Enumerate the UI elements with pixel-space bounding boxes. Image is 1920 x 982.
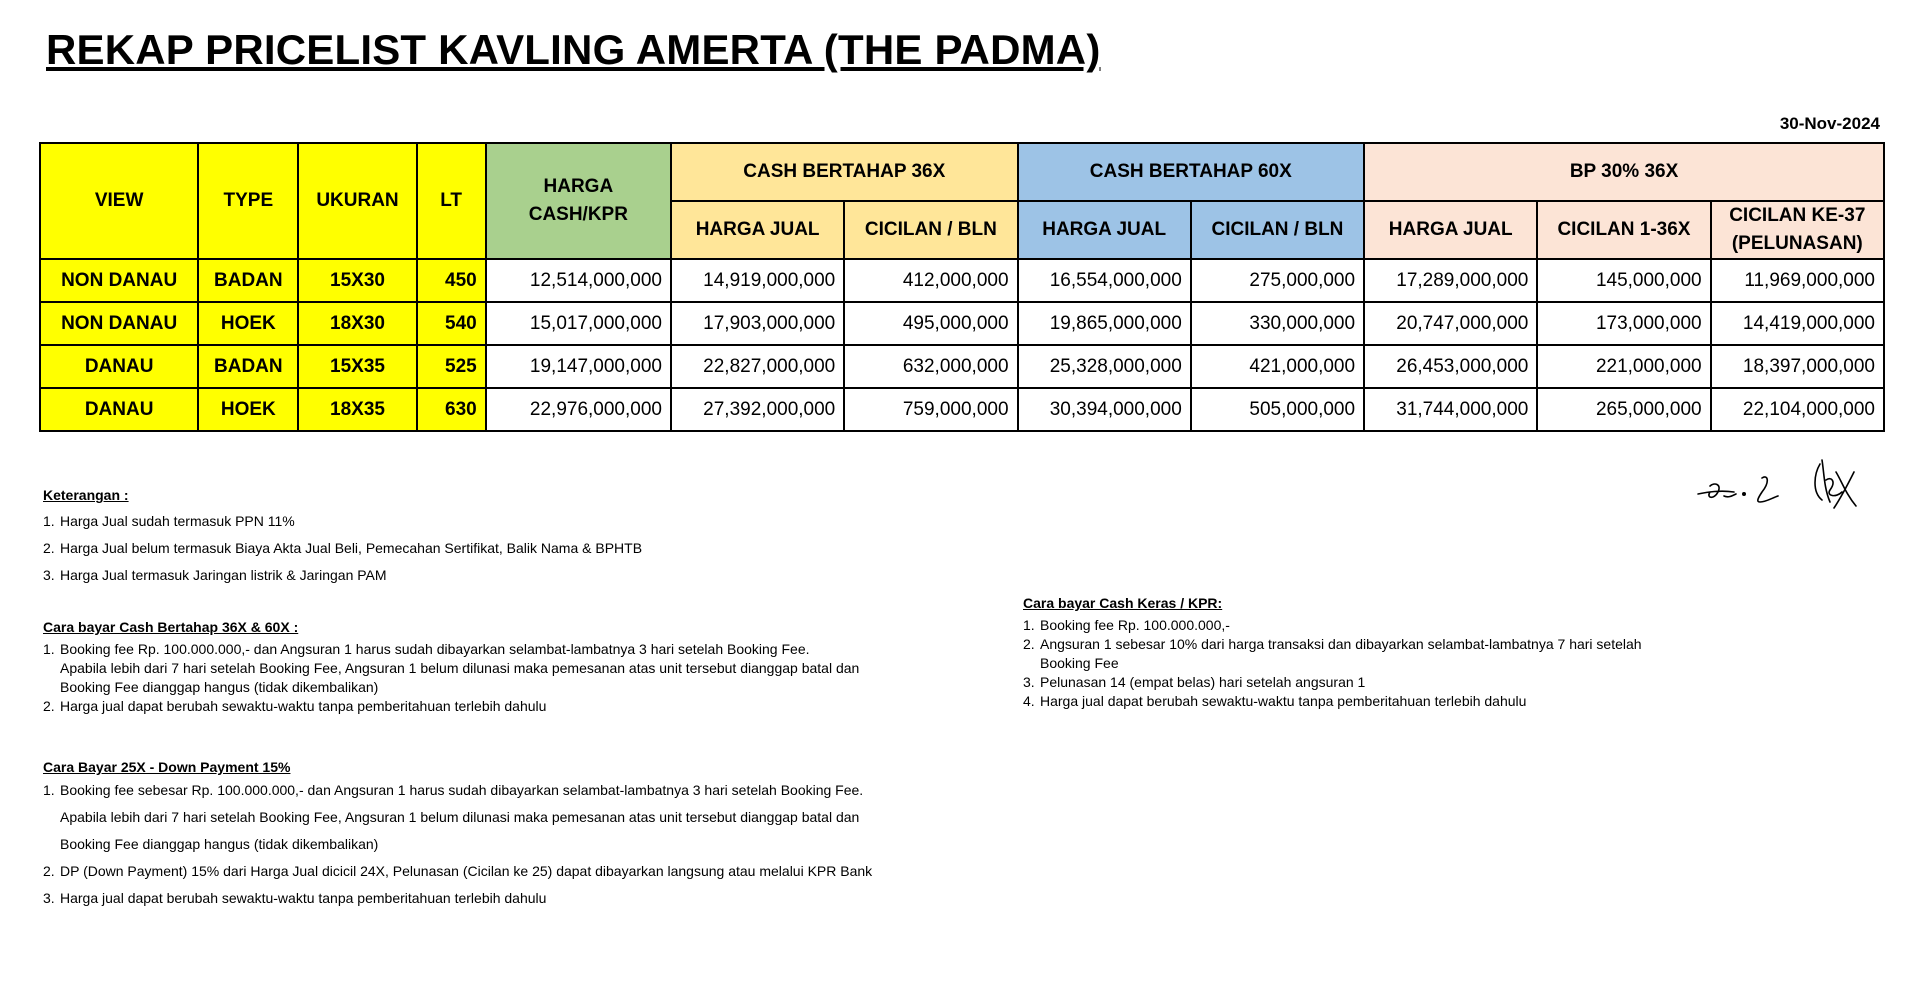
cell-cic36: 632,000,000 xyxy=(844,345,1017,388)
harga-line1: HARGA xyxy=(543,176,614,197)
group-header-60x: CASH BERTAHAP 60X xyxy=(1018,143,1365,201)
cell-hj60: 19,865,000,000 xyxy=(1018,302,1191,345)
list-item xyxy=(43,697,1003,716)
cell-cicbp: 145,000,000 xyxy=(1537,259,1710,302)
cell-cic36: 412,000,000 xyxy=(844,259,1017,302)
list-item xyxy=(1023,635,1723,673)
item-text xyxy=(60,777,1003,858)
list-item xyxy=(43,640,1003,697)
cell-view: NON DANAU xyxy=(40,302,198,345)
item-number: 1. xyxy=(43,641,55,657)
item-text-line: Booking Fee dianggap hangus (tidak dikembalikan) xyxy=(60,836,379,852)
group-header-36x: CASH BERTAHAP 36X xyxy=(671,143,1018,201)
item-text-line: Booking Fee dianggap hangus (tidak dikembalikan) xyxy=(60,679,379,695)
item-text xyxy=(1040,635,1723,673)
page-title: REKAP PRICELIST KAVLING AMERTA (THE PADMA) xyxy=(46,26,1101,73)
cell-hj36: 22,827,000,000 xyxy=(671,345,844,388)
item-number: 1. xyxy=(43,513,55,529)
price-table xyxy=(39,142,1885,432)
item-text: Harga Jual sudah termasuk PPN 11% xyxy=(60,513,295,529)
item-text-line: Angsuran 1 sebesar 10% dari harga transaksi dan dibayarkan selambat-lambatnya 7 hari setelah xyxy=(1040,636,1642,652)
col-header-cic60: CICILAN / BLN xyxy=(1191,201,1364,259)
cell-lt: 630 xyxy=(417,388,486,431)
cell-type: BADAN xyxy=(198,345,298,388)
cell-cicbp: 173,000,000 xyxy=(1537,302,1710,345)
cell-hj60: 16,554,000,000 xyxy=(1018,259,1191,302)
item-text: Harga Jual termasuk Jaringan listrik & Jaringan PAM xyxy=(60,567,387,583)
item-number: 2. xyxy=(43,540,55,556)
cell-hj60: 25,328,000,000 xyxy=(1018,345,1191,388)
item-number: 1. xyxy=(43,782,55,798)
cell-pelunasan: 14,419,000,000 xyxy=(1711,302,1884,345)
cell-pelunasan: 11,969,000,000 xyxy=(1711,259,1884,302)
table-row xyxy=(40,388,1884,431)
cell-pelunasan: 22,104,000,000 xyxy=(1711,388,1884,431)
cell-ukuran: 18X35 xyxy=(298,388,416,431)
col-header-lt: LT xyxy=(417,143,486,259)
cara-bertahap-heading: Cara bayar Cash Bertahap 36X & 60X : xyxy=(43,619,299,635)
item-number: 3. xyxy=(43,567,55,583)
cell-harga: 15,017,000,000 xyxy=(486,302,671,345)
cell-cicbp: 221,000,000 xyxy=(1537,345,1710,388)
cell-hj60: 30,394,000,000 xyxy=(1018,388,1191,431)
col-header-harga xyxy=(486,143,671,259)
pelunasan-line2: (PELUNASAN) xyxy=(1731,233,1863,254)
cell-cic60: 505,000,000 xyxy=(1191,388,1364,431)
cell-ukuran: 15X30 xyxy=(298,259,416,302)
item-text-line: Booking Fee xyxy=(1040,655,1119,671)
item-number: 3. xyxy=(1023,674,1035,690)
list-item xyxy=(43,885,1003,912)
cara-25x-section xyxy=(43,758,1003,912)
list-item xyxy=(43,535,943,562)
header-row-1 xyxy=(40,143,1884,201)
signature-marks xyxy=(1696,452,1876,522)
item-number: 3. xyxy=(43,890,55,906)
cell-hjbp: 26,453,000,000 xyxy=(1364,345,1537,388)
item-text-line: Apabila lebih dari 7 hari setelah Booking Fee, Angsuran 1 belum dilunasi maka pemesanan atas unit tersebut dianggap batal dan xyxy=(60,660,860,676)
cell-type: HOEK xyxy=(198,388,298,431)
list-item xyxy=(43,777,1003,858)
cell-cic60: 275,000,000 xyxy=(1191,259,1364,302)
cell-view: DANAU xyxy=(40,345,198,388)
table-row xyxy=(40,302,1884,345)
list-item xyxy=(1023,616,1723,635)
col-header-hj36: HARGA JUAL xyxy=(671,201,844,259)
cell-hj36: 17,903,000,000 xyxy=(671,302,844,345)
price-date: 30-Nov-2024 xyxy=(1779,114,1880,133)
item-text: DP (Down Payment) 15% dari Harga Jual dicicil 24X, Pelunasan (Cicilan ke 25) dapat dibayarkan langsung atau melalui KPR Bank xyxy=(60,863,873,879)
item-number: 1. xyxy=(1023,617,1035,633)
item-text-line: Booking fee sebesar Rp. 100.000.000,- dan Angsuran 1 harus sudah dibayarkan selambat-lambatnya 3 hari setelah Booking Fee. xyxy=(60,782,864,798)
item-number: 2. xyxy=(43,863,55,879)
cell-lt: 450 xyxy=(417,259,486,302)
cell-lt: 525 xyxy=(417,345,486,388)
item-number: 2. xyxy=(43,698,55,714)
col-header-cicbp: CICILAN 1-36X xyxy=(1537,201,1710,259)
list-item xyxy=(43,508,943,535)
cell-harga: 12,514,000,000 xyxy=(486,259,671,302)
col-header-view: VIEW xyxy=(40,143,198,259)
cell-hj36: 27,392,000,000 xyxy=(671,388,844,431)
cell-cic36: 759,000,000 xyxy=(844,388,1017,431)
cell-lt: 540 xyxy=(417,302,486,345)
table-row xyxy=(40,345,1884,388)
item-text: Harga jual dapat berubah sewaktu-waktu tanpa pemberitahuan terlebih dahulu xyxy=(60,890,547,906)
item-text: Harga jual dapat berubah sewaktu-waktu tanpa pemberitahuan terlebih dahulu xyxy=(1040,693,1527,709)
item-text xyxy=(60,640,1003,697)
cell-cicbp: 265,000,000 xyxy=(1537,388,1710,431)
cara-bertahap-section xyxy=(43,618,1003,716)
col-header-cic36: CICILAN / BLN xyxy=(844,201,1017,259)
cell-hjbp: 20,747,000,000 xyxy=(1364,302,1537,345)
keterangan-heading: Keterangan : xyxy=(43,487,129,503)
cara-keras-section xyxy=(1023,594,1723,711)
item-text: Pelunasan 14 (empat belas) hari setelah angsuran 1 xyxy=(1040,674,1366,690)
item-number: 2. xyxy=(1023,636,1035,652)
cell-cic60: 330,000,000 xyxy=(1191,302,1364,345)
cell-type: BADAN xyxy=(198,259,298,302)
list-item xyxy=(1023,692,1723,711)
pelunasan-line1: CICILAN KE-37 xyxy=(1729,205,1866,226)
item-number: 4. xyxy=(1023,693,1035,709)
table-row xyxy=(40,259,1884,302)
cell-harga: 19,147,000,000 xyxy=(486,345,671,388)
cell-pelunasan: 18,397,000,000 xyxy=(1711,345,1884,388)
cell-cic36: 495,000,000 xyxy=(844,302,1017,345)
cell-view: NON DANAU xyxy=(40,259,198,302)
cell-hj36: 14,919,000,000 xyxy=(671,259,844,302)
col-header-ukuran: UKURAN xyxy=(298,143,416,259)
list-item xyxy=(43,858,1003,885)
item-text: Booking fee Rp. 100.000.000,- xyxy=(1040,617,1230,633)
cara-keras-heading: Cara bayar Cash Keras / KPR: xyxy=(1023,595,1223,611)
list-item xyxy=(43,562,943,589)
group-header-bp: BP 30% 36X xyxy=(1364,143,1884,201)
cell-cic60: 421,000,000 xyxy=(1191,345,1364,388)
keterangan-section xyxy=(43,486,943,589)
cell-type: HOEK xyxy=(198,302,298,345)
col-header-hjbp: HARGA JUAL xyxy=(1364,201,1537,259)
cell-ukuran: 18X30 xyxy=(298,302,416,345)
item-text: Harga jual dapat berubah sewaktu-waktu tanpa pemberitahuan terlebih dahulu xyxy=(60,698,547,714)
col-header-type: TYPE xyxy=(198,143,298,259)
cell-view: DANAU xyxy=(40,388,198,431)
cara-25x-heading: Cara Bayar 25X - Down Payment 15% xyxy=(43,759,291,775)
cell-hjbp: 31,744,000,000 xyxy=(1364,388,1537,431)
col-header-pelunasan xyxy=(1711,201,1884,259)
item-text-line: Apabila lebih dari 7 hari setelah Booking Fee, Angsuran 1 belum dilunasi maka pemesanan atas unit tersebut dianggap batal dan xyxy=(60,809,860,825)
harga-line2: CASH/KPR xyxy=(528,204,628,225)
item-text: Harga Jual belum termasuk Biaya Akta Jual Beli, Pemecahan Sertifikat, Balik Nama & BPHTB xyxy=(60,540,643,556)
list-item xyxy=(1023,673,1723,692)
cell-harga: 22,976,000,000 xyxy=(486,388,671,431)
item-text-line: Booking fee Rp. 100.000.000,- dan Angsuran 1 harus sudah dibayarkan selambat-lambatnya 3 hari setelah Booking Fee. xyxy=(60,641,810,657)
cell-hjbp: 17,289,000,000 xyxy=(1364,259,1537,302)
col-header-hj60: HARGA JUAL xyxy=(1018,201,1191,259)
cell-ukuran: 15X35 xyxy=(298,345,416,388)
